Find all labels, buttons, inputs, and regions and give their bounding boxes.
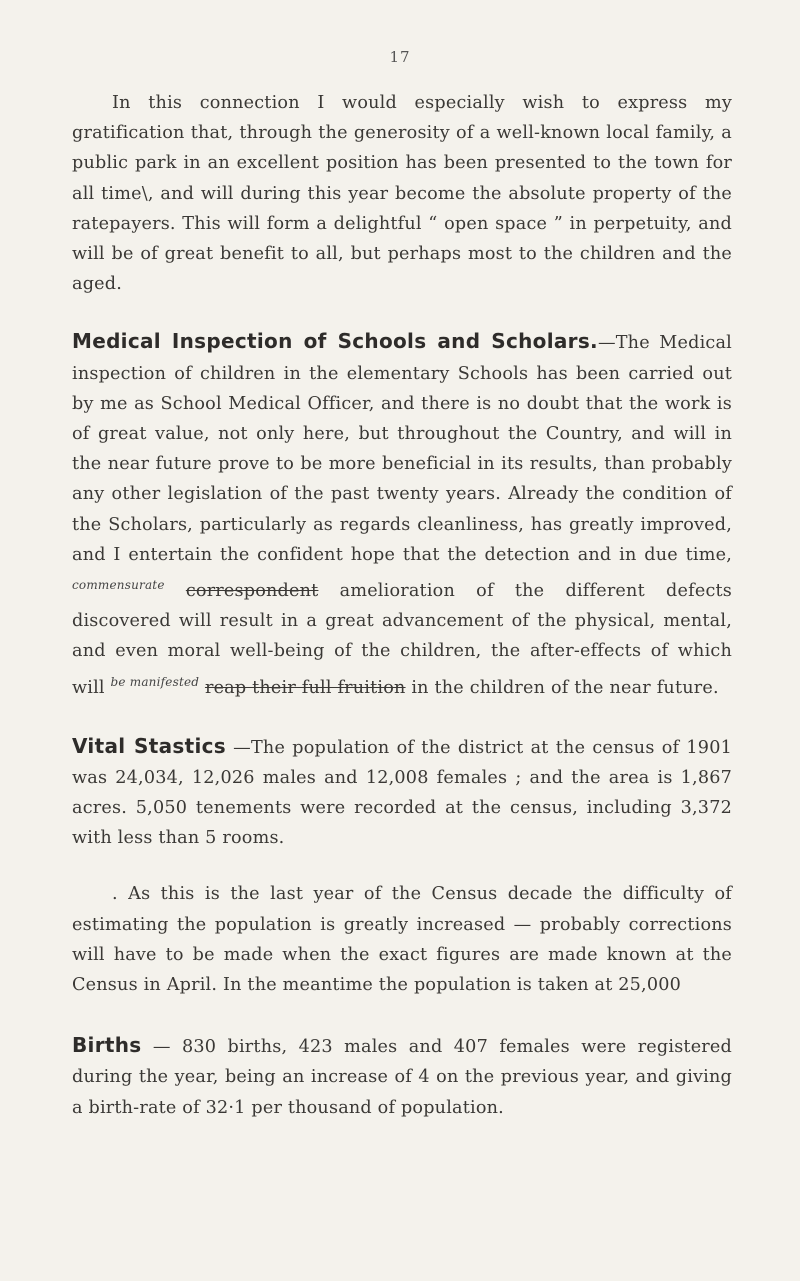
medical-inspection-text-f: in the children of the near future. xyxy=(405,677,719,698)
vital-statistics-text: —The population of the district at the census of 1901 was 24,034, 12,026 males and 12,008 females ; and the area is 1,867 acres. 5,050 tenements were recorded at the census, including 3,372 with less than 5 rooms. xyxy=(72,737,732,849)
medical-inspection-text-e: the after-effects of which will xyxy=(72,641,732,698)
handwritten-insertion-1: commensurate xyxy=(72,578,165,593)
census-paragraph: . As this is the last year of the Census decade the difficulty of estimating the population is greatly increased — probably corrections will have to be made when the exact figures are made known at the Census in April. In the meantime the population is taken at 25,000 xyxy=(72,884,732,995)
medical-inspection-text-a: —The Medical inspection of children in the elementary Schools has been carried out by me as School Medical Officer, and there is no doubt that the work is of great value, not only here, but throughout the Country, and will in the near future prove to be more beneficial in its results, than probably any other legislation of the past twenty years. Already the condition of the Scholars, particularly as regards cleanliness, has greatly improved, xyxy=(72,333,732,535)
medical-inspection-text-d: amelioration of the different defects discovered will result in a great advancement of the physical, mental, and even moral well-being of the children, xyxy=(72,580,732,662)
births-heading: Births xyxy=(72,1033,142,1058)
struck-text-2: reap their full fruition xyxy=(204,677,406,698)
vital-statistics-heading: Vital Stastics xyxy=(72,733,226,758)
park-paragraph: In this connection I would especially wish to express my gratification that, through the generosity of a well-known local family, a public park in an excellent position has been presented to the town for all time\, and will during this year become the absolute property of the ratepayers. This will form a delightful “ open space ” in perpetuity, and will be of great benefit to all, but perhaps most to the children and the aged. xyxy=(72,93,732,295)
births-paragraph xyxy=(72,1030,732,1123)
medical-inspection-text-c: in due time, xyxy=(619,544,732,565)
medical-inspection-text-b: and I entertain the confident hope that the detection and xyxy=(72,544,612,565)
medical-inspection-heading: Medical Inspection of Schools and Scholars. xyxy=(72,329,598,354)
document-body xyxy=(72,88,732,1123)
page-number: 17 xyxy=(389,48,411,66)
handwritten-insertion-2: be manifested xyxy=(110,674,200,689)
medical-inspection-paragraph xyxy=(72,326,732,702)
struck-text-1: correspondent xyxy=(185,580,319,601)
births-text: — 830 births, 423 males and 407 females were registered during the year, being an increase of 4 on the previous year, and giving a birth-rate of 32·1 per thousand of population. xyxy=(72,1037,732,1118)
vital-statistics-paragraph xyxy=(72,731,732,854)
